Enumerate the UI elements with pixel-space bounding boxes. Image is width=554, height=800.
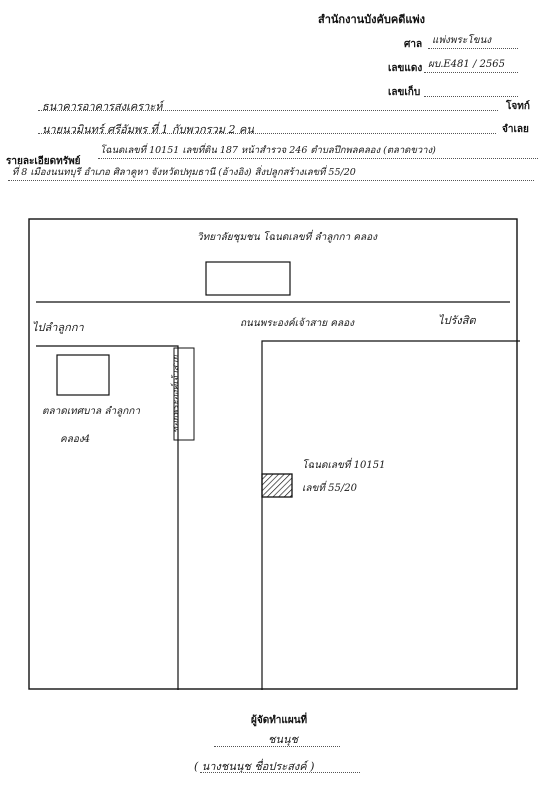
property-label: รายละเอียดทรัพย์ [6, 156, 81, 167]
map-plot-label-line2: เลขที่ 55/20 [302, 483, 357, 494]
plaintiff-value: ธนาคารอาคารสงเคราะห์ [42, 100, 163, 113]
case-label: เลขแดง [388, 63, 423, 74]
map-main-road-label: ถนนพระองค์เจ้าสาย คลอง [240, 318, 354, 329]
property-line1: โฉนดเลขที่ 10151 เลขที่ดิน 187 หน้าสำรวจ 246 ตำบลปึกพลคลอง (ตลาดขวาง) [100, 145, 436, 156]
road-bottom-edge-left [36, 346, 178, 690]
case-value: ผบ.E481 / 2565 [428, 59, 505, 70]
plaintiff-label: โจทก์ [506, 101, 530, 112]
road-bottom-edge-right [262, 341, 520, 690]
target-plot [262, 474, 292, 497]
property-line2: ที่ 8 เมืองนนทบุรี อำเภอ ศิลาคูหา จังหวัดปทุมธานี (อ้างอิง) สิ่งปลูกสร้างเลขที่ 55/20 [12, 167, 356, 178]
mapmaker-signature: ชนนุช [268, 733, 298, 746]
signature-dotline [214, 746, 340, 747]
map-left-building-line2: คลอง4 [60, 434, 91, 445]
map-top-label: วิทยาลัยชุมชน โฉนดเลขที่ ลำลูกกา คลอง [197, 232, 377, 243]
storage-label: เลขเก็บ [388, 87, 421, 98]
map-frame [29, 219, 517, 689]
name-dotline [200, 772, 360, 773]
court-value: แพ่งพระโขนง [432, 35, 492, 46]
map-plot-label-line1: โฉนดเลขที่ 10151 [302, 460, 386, 471]
mapmaker-title: ผู้จัดทำแผนที่ [251, 715, 308, 726]
map-left-road-label: ไปลำลูกกา [32, 321, 84, 334]
map-side-road-label: ซอยพระองค์เจ้าสาย [171, 355, 182, 433]
map-left-building-line1: ตลาดเทศบาล ลำลูกกา [42, 406, 140, 417]
defendant-label: จำเลย [502, 124, 529, 135]
building-top [206, 262, 290, 295]
office-title: สำนักงานบังคับคดีแพ่ง [318, 13, 426, 26]
court-label: ศาล [404, 39, 423, 50]
mapmaker-name: ( นางชนนุช ชื่อประสงค์ ) [194, 760, 315, 773]
defendant-value: นายนวมินทร์ ศรีอัมพร ที่ 1 กับพวกรวม 2 คน [42, 123, 254, 136]
map-right-road-label: ไปรังสิต [438, 314, 476, 327]
building-left [57, 355, 109, 395]
